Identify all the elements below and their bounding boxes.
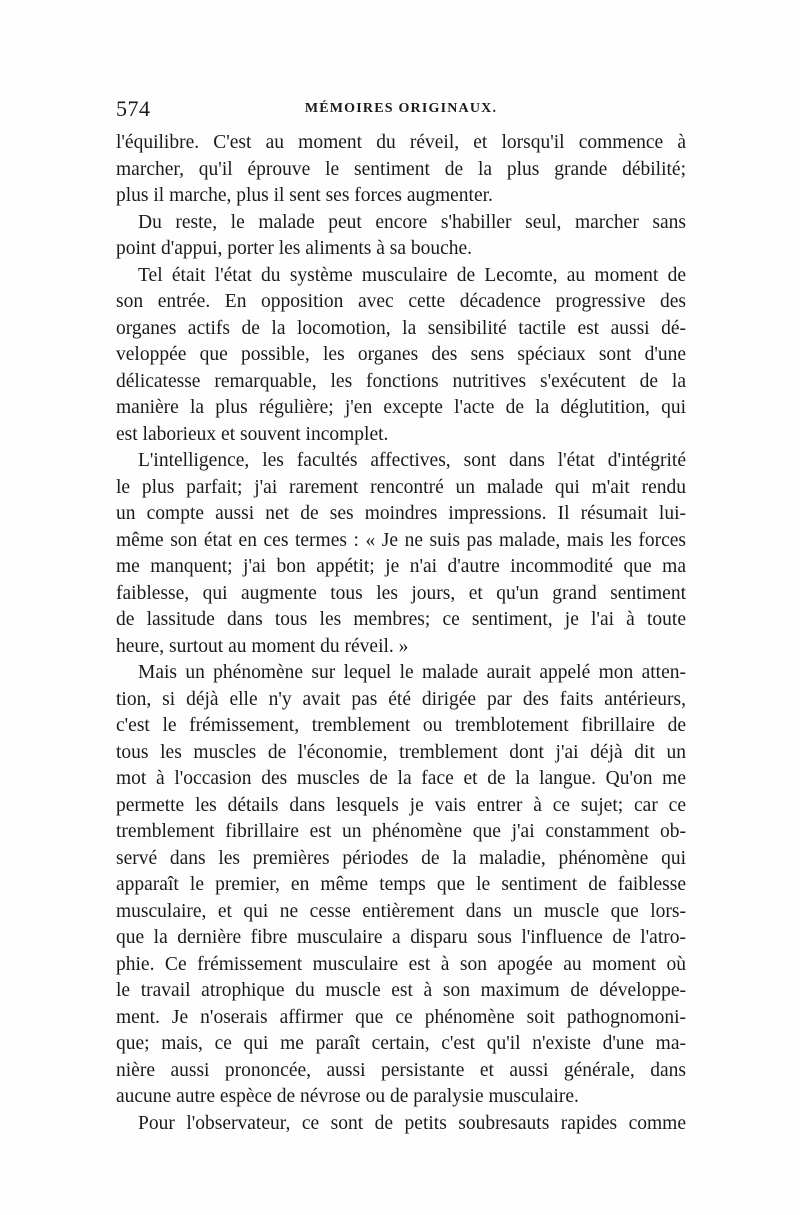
text-line: l'équilibre. C'est au moment du réveil, et lorsqu'il commence à <box>116 132 686 153</box>
paragraph <box>116 210 686 263</box>
text-line: organes actifs de la locomotion, la sensibilité tactile est aussi dé- <box>116 317 686 339</box>
page-header <box>116 96 686 126</box>
text-line: musculaire, et qui ne cesse entièrement dans un muscle que lors- <box>116 900 686 922</box>
text-line: apparaît le premier, en même temps que le sentiment de faiblesse <box>116 874 686 895</box>
text-line: tion, si déjà elle n'y avait pas été dirigée par des faits antérieurs, <box>116 688 686 710</box>
text-line: Mais un phénomène sur lequel le malade aurait appelé mon atten- <box>138 662 686 683</box>
text-line: nière aussi prononcée, aussi persistante et aussi générale, dans <box>116 1059 686 1081</box>
text-line: de lassitude dans tous les membres; ce sentiment, je l'ai à toute <box>116 609 686 630</box>
text-line: veloppée que possible, les organes des sens spéciaux sont d'une <box>116 344 686 365</box>
text-line: marcher, qu'il éprouve le sentiment de la plus grande débilité; <box>116 158 686 180</box>
text-line: plus il marche, plus il sent ses forces augmenter. <box>116 185 493 206</box>
paragraph <box>116 130 686 210</box>
text-line: un compte aussi net de ses moindres impressions. Il résumait lui- <box>116 503 686 524</box>
text-line: point d'appui, porter les aliments à sa bouche. <box>116 238 473 259</box>
text-line: phie. Ce frémissement musculaire est à son apogée au moment où <box>116 953 686 975</box>
body-text <box>116 130 686 1137</box>
running-head: MÉMOIRES ORIGINAUX. <box>304 101 498 116</box>
text-line: ment. Je n'oserais affirmer que ce phénomène soit pathognomoni- <box>116 1006 686 1028</box>
text-line: tremblement fibrillaire est un phénomène que j'ai constamment ob- <box>116 821 686 842</box>
text-line: tous les muscles de l'économie, tremblement dont j'ai déjà dit un <box>116 741 686 763</box>
paragraph <box>116 263 686 449</box>
text-line: même son état en ces termes : « Je ne suis pas malade, mais les forces <box>116 529 686 551</box>
text-line: manière la plus régulière; j'en excepte l'acte de la déglutition, qui <box>116 397 686 418</box>
text-line: Du reste, le malade peut encore s'habiller seul, marcher sans <box>138 211 686 233</box>
text-line: délicatesse remarquable, les fonctions nutritives s'exécutent de la <box>116 370 686 392</box>
paragraph <box>116 660 686 1111</box>
text-line: c'est le frémissement, tremblement ou tremblotement fibrillaire de <box>116 715 686 736</box>
text-line: Tel était l'état du système musculaire de Lecomte, au moment de <box>138 264 686 286</box>
text-line: le plus parfait; j'ai rarement rencontré un malade qui m'ait rendu <box>116 476 686 498</box>
paragraph <box>116 448 686 660</box>
text-line: que la dernière fibre musculaire a disparu sous l'influence de l'atro- <box>116 927 686 948</box>
text-line: L'intelligence, les facultés affectives, sont dans l'état d'intégrité <box>138 450 686 471</box>
paragraph <box>116 1111 686 1138</box>
text-line: est laborieux et souvent incomplet. <box>116 423 389 445</box>
text-line: mot à l'occasion des muscles de la face et de la langue. Qu'on me <box>116 768 686 789</box>
text-line: permette les détails dans lesquels je vais entrer à ce sujet; car ce <box>116 794 686 816</box>
text-line: aucune autre espèce de névrose ou de paralysie musculaire. <box>116 1086 579 1107</box>
text-line: servé dans les premières périodes de la maladie, phénomène qui <box>116 847 686 869</box>
text-line: Pour l'observateur, ce sont de petits soubresauts rapides comme <box>138 1112 686 1134</box>
text-line: le travail atrophique du muscle est à son maximum de développe- <box>116 980 686 1001</box>
text-line: faiblesse, qui augmente tous les jours, et qu'un grand sentiment <box>116 582 686 604</box>
text-line: heure, surtout au moment du réveil. » <box>116 635 409 657</box>
text-line: son entrée. En opposition avec cette décadence progressive des <box>116 291 686 312</box>
text-line: que; mais, ce qui me paraît certain, c'est qu'il n'existe d'une ma- <box>116 1033 686 1054</box>
text-line: me manquent; j'ai bon appétit; je n'ai d'autre incommodité que ma <box>116 556 686 577</box>
page-number: 574 <box>116 96 151 121</box>
